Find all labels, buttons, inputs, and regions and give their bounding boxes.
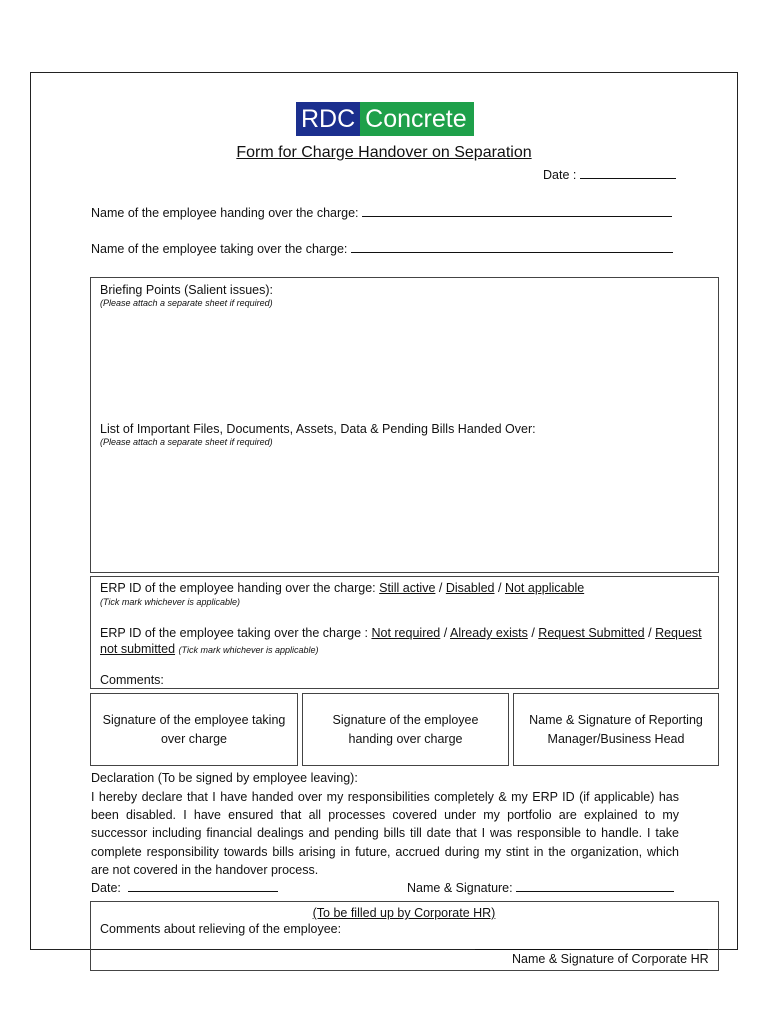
hr-heading: (To be filled up by Corporate HR) [312,906,496,920]
erp-taking-label: ERP ID of the employee taking over the charge : [100,626,368,640]
date-label: Date : [543,168,577,182]
hr-signature-line[interactable] [475,949,708,950]
option-request-not-submitted-part1[interactable]: Request [655,626,702,640]
handing-over-label: Name of the employee handing over the charge: [91,206,359,220]
signature-box-manager[interactable] [513,693,719,766]
signature-taking-label: Signature of the employee taking over charge [102,712,286,746]
company-logo [296,102,474,136]
signature-box-taking[interactable] [90,693,298,766]
declaration-heading: Declaration (To be signed by employee leaving): [91,771,358,785]
signature-manager-label: Name & Signature of Reporting Manager/Business Head [529,712,703,746]
declaration-name-signature-label: Name & Signature: [407,881,513,895]
declaration-date-label: Date: [91,881,121,895]
option-request-not-submitted-part2[interactable]: not submitted [100,642,176,656]
declaration-date-row [91,880,278,896]
declaration-date-field[interactable] [128,880,278,892]
signature-handing-label: Signature of the employee handing over charge [332,712,479,746]
option-already-exists[interactable]: Already exists [450,626,528,640]
erp-taking-row-2 [100,642,319,658]
erp-taking-row: ERP ID of the employee taking over the charge : Not required / Already exists / Request Submitted / Request [100,626,702,640]
erp-handing-row: ERP ID of the employee handing over the charge: Still active / Disabled / Not applicable [100,581,585,595]
logo-rdc-text: RDC [296,102,360,136]
taking-over-label: Name of the employee taking over the charge: [91,242,348,256]
logo-concrete-text: Concrete [360,102,474,136]
erp-handing-note: (Tick mark whichever is applicable) [100,597,240,607]
briefing-note: (Please attach a separate sheet if required) [100,298,273,308]
handing-over-row [91,205,672,221]
declaration-signature-field[interactable] [516,880,674,892]
declaration-body: I hereby declare that I have handed over my responsibilities completely & my ERP ID (if applicable) has been disabled. I have ensured that all processes covered under my portfolio are explained to my successor including financial dealings and pending bills till date that I was responsible to handle. I take complete responsibility towards bills arising in future, accrued during my stint in the organization, which are not covered in the handover process. [91,790,679,877]
files-note: (Please attach a separate sheet if required) [100,437,273,447]
option-not-applicable[interactable]: Not applicable [504,581,585,595]
hr-comments-label[interactable]: Comments about relieving of the employee: [100,922,342,936]
taking-over-name-field[interactable] [351,241,673,253]
erp-taking-note: (Tick mark whichever is applicable) [178,645,319,655]
erp-handing-label: ERP ID of the employee handing over the charge: [100,581,376,595]
form-title: Form for Charge Handover on Separation [236,144,532,161]
declaration-signature-row [407,880,674,896]
date-field[interactable] [580,167,676,179]
option-still-active[interactable]: Still active [379,581,436,595]
hr-signature-label: Name & Signature of Corporate HR [512,952,709,966]
comments-label: Comments: [100,673,164,687]
handing-over-name-field[interactable] [362,205,672,217]
signature-box-handing[interactable] [302,693,509,766]
date-row [543,167,676,183]
option-disabled[interactable]: Disabled [445,581,495,595]
option-not-required[interactable]: Not required [371,626,441,640]
files-label: List of Important Files, Documents, Assets, Data & Pending Bills Handed Over: [100,422,536,436]
taking-over-row [91,241,673,257]
option-request-submitted[interactable]: Request Submitted [538,626,645,640]
briefing-label: Briefing Points (Salient issues): [100,283,273,297]
